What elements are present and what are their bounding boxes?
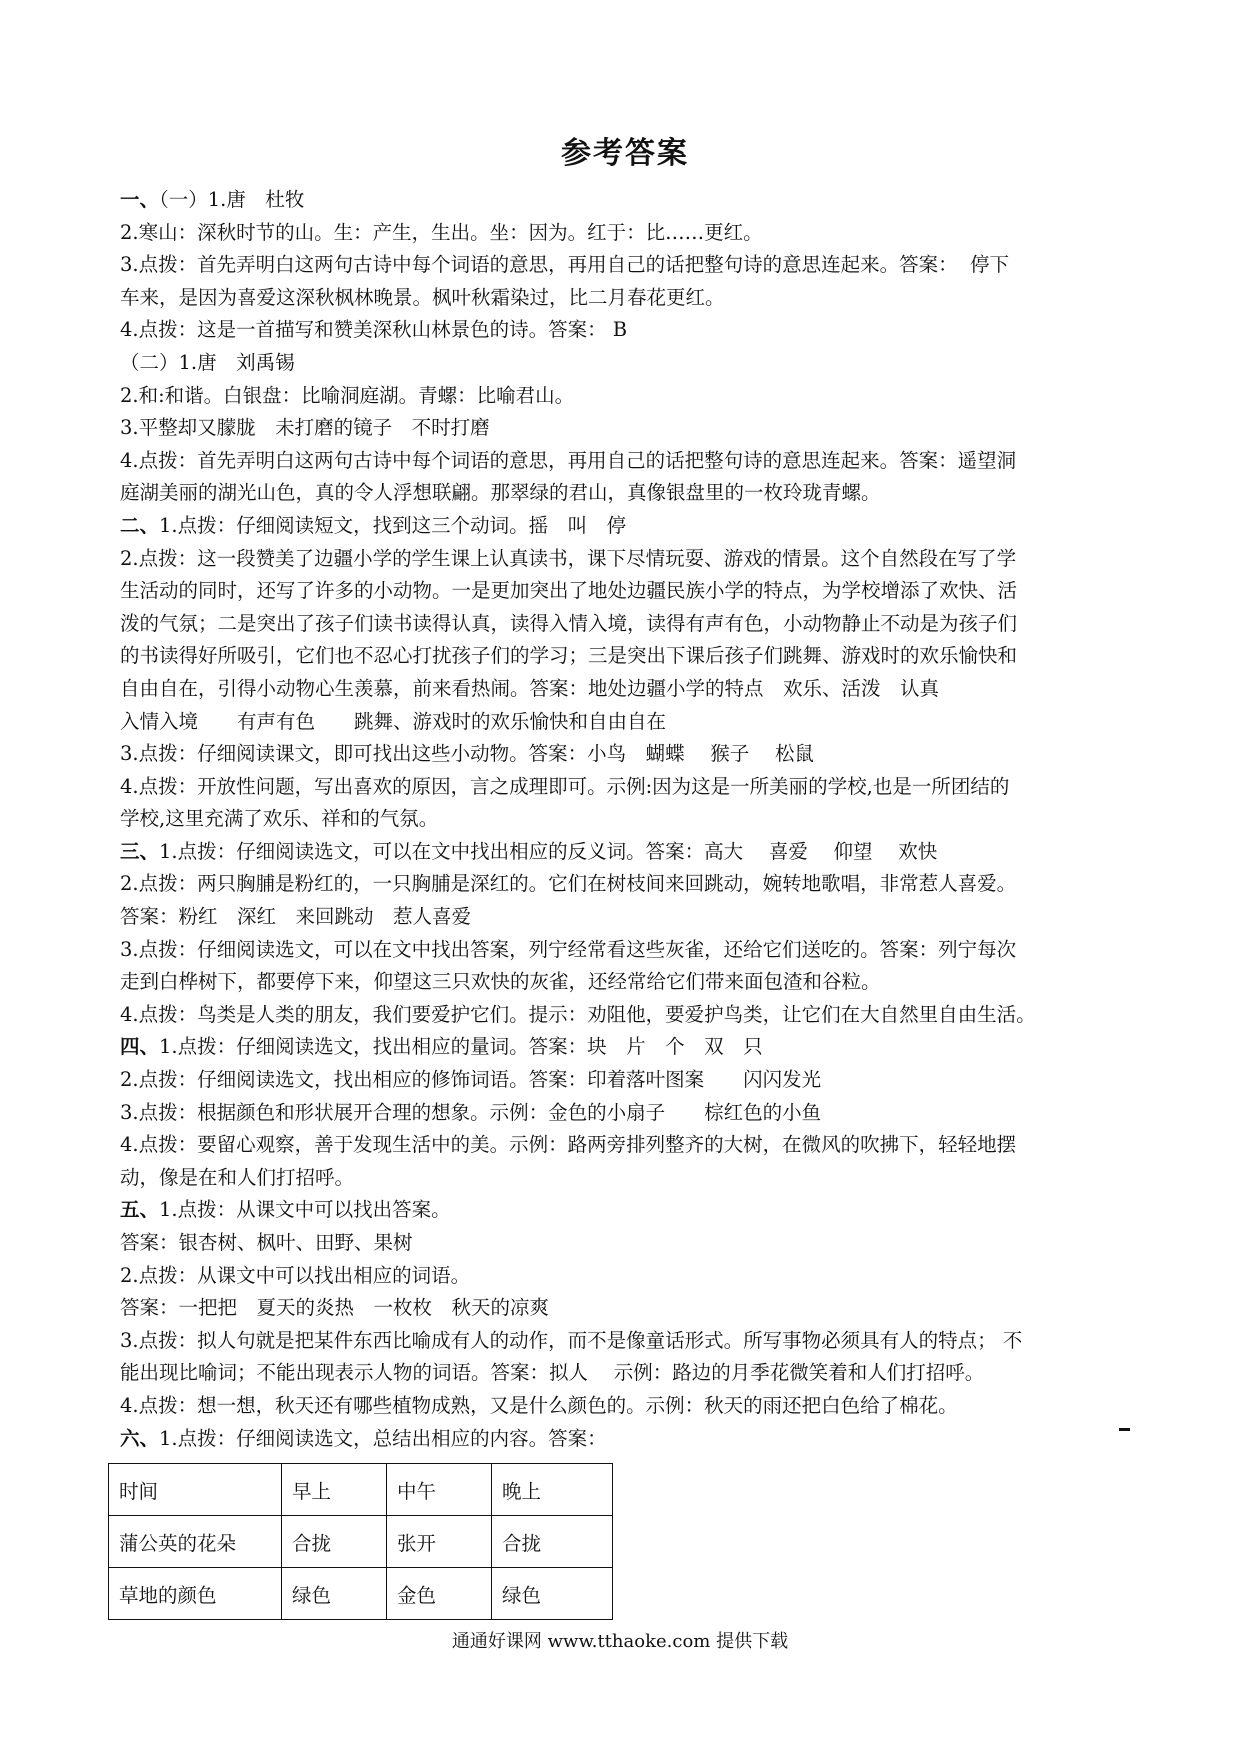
answer-line xyxy=(120,706,1130,739)
section-number: 三、 xyxy=(120,839,160,863)
table-row xyxy=(109,1516,613,1568)
footer-source: 通通好课网 www.tthaoke.com 提供下载 xyxy=(451,1631,789,1652)
line-text: 4.点拨：开放性问题，写出喜欢的原因，言之成理即可。示例:因为这是一所美丽的学校,也是一所团结的 xyxy=(120,774,1010,798)
line-text: 2.点拨：两只胸脯是粉红的，一只胸脯是深红的。它们在树枝间来回跳动，婉转地歌唱，非常惹人喜爱。 xyxy=(120,872,1017,896)
answer-line xyxy=(120,1097,1130,1130)
table-cell: 绿色 xyxy=(492,1568,613,1620)
stray-dash-mark xyxy=(1119,1428,1130,1431)
answer-line xyxy=(120,217,1130,250)
table-cell: 金色 xyxy=(387,1568,492,1620)
answer-line xyxy=(120,1325,1130,1358)
line-text: 4.点拨：想一想，秋天还有哪些植物成熟，又是什么颜色的。示例：秋天的雨还把白色给了棉花。 xyxy=(120,1393,958,1417)
line-text: 答案：银杏树、枫叶、田野、果树 xyxy=(120,1231,413,1254)
line-text: 4.点拨：要留心观察，善于发现生活中的美。示例：路两旁排列整齐的大树，在微风的吹拂下，轻轻地摆 xyxy=(120,1133,1017,1157)
line-text: 4.点拨：这是一首描写和赞美深秋山林景色的诗。答案： B xyxy=(120,318,628,342)
line-text: 3.平整却又朦胧 未打磨的镜子 不时打磨 xyxy=(120,416,490,440)
answer-line xyxy=(120,1064,1130,1097)
line-text: 3.点拨：仔细阅读课文，即可找出这些小动物。答案：小鸟 蝴蝶 猴子 松鼠 xyxy=(120,742,815,766)
answer-line xyxy=(120,249,1130,282)
answer-line xyxy=(120,1390,1130,1423)
line-text: 的书读得好所吸引，它们也不忍心打扰孩子们的学习；三是突出下课后孩子们跳舞、游戏时的欢乐愉快和 xyxy=(120,644,1018,668)
answer-line xyxy=(120,1292,1130,1325)
line-text: 3.点拨：首先弄明白这两句古诗中每个词语的意思，再用自己的话把整句诗的意思连起来。答案： 停下 xyxy=(120,253,1010,277)
answer-line xyxy=(120,1423,1130,1456)
line-text: 泼的气氛；二是突出了孩子们读书读得认真，读得入情入境，读得有声有色，小动物静止不动是为孩子们 xyxy=(120,611,1018,635)
page-title: 参考答案 xyxy=(561,136,689,171)
section-number: 五、 xyxy=(120,1198,160,1222)
answer-line xyxy=(120,673,1130,706)
line-text: 车来，是因为喜爱这深秋枫林晚景。枫叶秋霜染过，比二月春花更红。 xyxy=(120,285,725,309)
answer-line xyxy=(120,510,1130,543)
answer-line xyxy=(120,640,1130,673)
table-cell: 张开 xyxy=(387,1516,492,1568)
answer-line xyxy=(120,868,1130,901)
answer-line xyxy=(120,966,1130,999)
answer-line xyxy=(120,1031,1130,1064)
line-text: 2.点拨：仔细阅读选文，找出相应的修饰词语。答案：印着落叶图案 闪闪发光 xyxy=(120,1068,822,1092)
table-cell: 合拢 xyxy=(492,1516,613,1568)
answer-line xyxy=(120,1260,1130,1293)
answer-line xyxy=(120,836,1130,869)
answer-line xyxy=(120,445,1130,478)
answer-line xyxy=(120,999,1130,1032)
table-cell: 时间 xyxy=(109,1464,282,1516)
line-text: 4.点拨：首先弄明白这两句古诗中每个词语的意思，再用自己的话把整句诗的意思连起来。答案：遥望洞 xyxy=(120,448,1017,472)
line-text: 2.点拨：这一段赞美了边疆小学的学生课上认真读书，课下尽情玩耍、游戏的情景。这个自然段在写了学 xyxy=(120,546,1017,570)
line-text: 1.点拨：仔细阅读选文，找出相应的量词。答案：块 片 个 双 只 xyxy=(159,1035,763,1059)
answer-line xyxy=(120,901,1130,934)
answer-line xyxy=(120,771,1130,804)
line-text: 1.点拨：仔细阅读短文，找到这三个动词。摇 叫 停 xyxy=(159,513,627,537)
section-number: 四、 xyxy=(120,1035,160,1059)
answer-line xyxy=(120,1357,1130,1390)
table-cell: 蒲公英的花朵 xyxy=(109,1516,282,1568)
answer-line xyxy=(120,543,1130,576)
answer-line xyxy=(120,1162,1130,1195)
document-page xyxy=(120,128,1130,1620)
table-cell: 绿色 xyxy=(282,1568,387,1620)
table-row xyxy=(109,1568,613,1620)
line-text: 1.点拨：从课文中可以找出答案。 xyxy=(159,1198,451,1222)
answer-line xyxy=(120,380,1130,413)
line-text: 自由自在，引得小动物心生羡慕，前来看热闹。答案：地处边疆小学的特点 欢乐、活泼 认真 xyxy=(120,676,940,700)
line-text: 1.点拨：仔细阅读选文，可以在文中找出相应的反义词。答案：高大 喜爱 仰望 欢快 xyxy=(159,839,938,863)
line-text: 答案：一把把 夏天的炎热 一枚枚 秋天的凉爽 xyxy=(120,1296,550,1320)
line-text: 2.和:和谐。白银盘：比喻洞庭湖。青螺：比喻君山。 xyxy=(120,383,575,407)
line-text: （二）1.唐 刘禹锡 xyxy=(120,350,295,374)
table-cell: 草地的颜色 xyxy=(109,1568,282,1620)
table-cell: 合拢 xyxy=(282,1516,387,1568)
line-text: 庭湖美丽的湖光山色，真的令人浮想联翩。那翠绿的君山，真像银盘里的一枚玲珑青螺。 xyxy=(120,481,881,505)
section-number: 六、 xyxy=(120,1426,160,1450)
line-text: 学校,这里充满了欢乐、祥和的气氛。 xyxy=(120,807,439,831)
answer-line xyxy=(120,803,1130,836)
answer-table xyxy=(108,1463,613,1620)
answer-line xyxy=(120,347,1130,380)
table-cell: 早上 xyxy=(282,1464,387,1516)
line-text: 2.点拨：从课文中可以找出相应的词语。 xyxy=(120,1263,471,1287)
line-text: 4.点拨：鸟类是人类的朋友，我们要爱护它们。提示：劝阻他，要爱护鸟类，让它们在大自然里自由生活。 xyxy=(120,1002,1036,1026)
answer-line xyxy=(120,282,1130,315)
line-text: 走到白桦树下，都要停下来，仰望这三只欢快的灰雀，还经常给它们带来面包渣和谷粒。 xyxy=(120,970,881,994)
line-text: 3.点拨：仔细阅读选文，可以在文中找出答案，列宁经常看这些灰雀，还给它们送吃的。答案：列宁每次 xyxy=(120,937,1017,961)
line-text: 动，像是在和人们打招呼。 xyxy=(120,1165,355,1189)
line-text: 入情入境 有声有色 跳舞、游戏时的欢乐愉快和自由自在 xyxy=(120,709,667,733)
answer-line xyxy=(120,314,1130,347)
table-cell: 晚上 xyxy=(492,1464,613,1516)
answer-line xyxy=(120,412,1130,445)
table-cell: 中午 xyxy=(387,1464,492,1516)
section-number: 一、 xyxy=(120,188,160,211)
answer-line xyxy=(120,1227,1130,1260)
answer-line xyxy=(120,575,1130,608)
answer-line xyxy=(120,1129,1130,1162)
line-text: 1.点拨：仔细阅读选文，总结出相应的内容。答案： xyxy=(159,1426,607,1450)
answer-line xyxy=(120,1194,1130,1227)
answer-line xyxy=(120,184,1130,217)
answer-line xyxy=(120,934,1130,967)
line-text: 3.点拨：拟人句就是把某件东西比喻成有人的动作，而不是像童话形式。所写事物必须具有人的特点； 不 xyxy=(120,1328,1023,1352)
answer-line xyxy=(120,738,1130,771)
line-text: 3.点拨：根据颜色和形状展开合理的想象。示例：金色的小扇子 棕红色的小鱼 xyxy=(120,1100,822,1124)
section-number: 二、 xyxy=(120,513,160,537)
answer-line xyxy=(120,608,1130,641)
line-text: 答案：粉红 深红 来回跳动 惹人喜爱 xyxy=(120,905,472,929)
line-text: 能出现比喻词；不能出现表示人物的词语。答案：拟人 示例：路边的月季花微笑着和人们打招呼。 xyxy=(120,1361,985,1385)
table-row xyxy=(109,1464,613,1516)
line-text: 2.寒山：深秋时节的山。生：产生，生出。坐：因为。红于：比……更红。 xyxy=(120,220,763,244)
answer-line xyxy=(120,477,1130,510)
line-text: 生活动的同时，还写了许多的小动物。一是更加突出了地处边疆民族小学的特点，为学校增添了欢快、活 xyxy=(120,579,1018,603)
answer-body xyxy=(120,184,1130,1455)
line-text: （一）1.唐 杜牧 xyxy=(159,188,305,211)
